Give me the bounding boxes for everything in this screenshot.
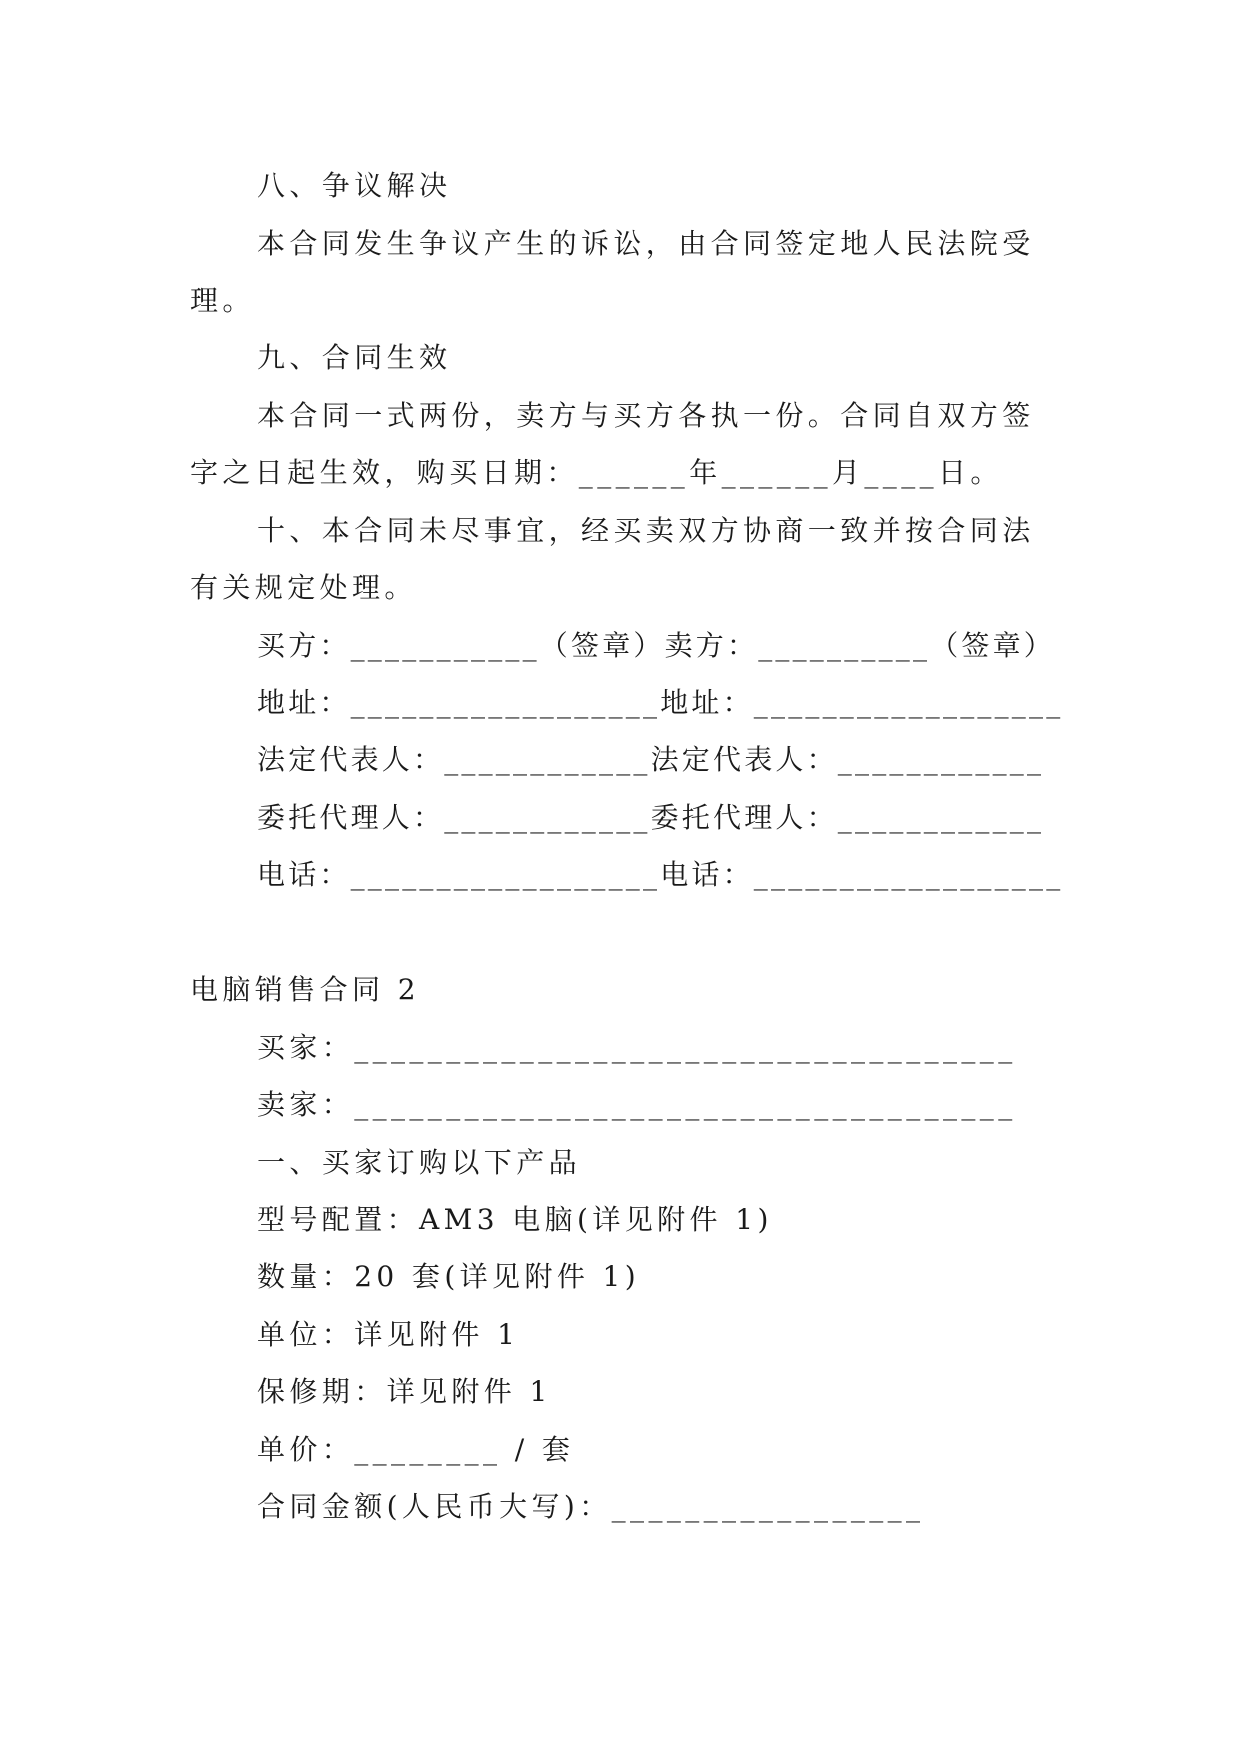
signature-row-legal-rep: 法定代表人：____________法定代表人：____________: [257, 743, 1045, 776]
buyer-line: 买家：____________________________________: [257, 1031, 1017, 1064]
section-9-body-line-1: 本合同一式两份，卖方与买方各执一份。合同自双方签: [257, 399, 1035, 432]
section-9-body-line-2: 字之日起生效，购买日期：______年______月____日。: [190, 456, 1003, 489]
signature-row-agent: 委托代理人：____________委托代理人：____________: [257, 801, 1045, 834]
signature-row-phone: 电话：__________________电话：__________________: [257, 858, 1064, 891]
item-heading: 一、买家订购以下产品: [257, 1146, 582, 1179]
unit-price-line: 单价：________ / 套: [257, 1433, 575, 1466]
quantity-line: 数量：20 套(详见附件 1): [257, 1260, 641, 1293]
warranty-line: 保修期：详见附件 1: [257, 1375, 552, 1408]
section-10-line-1: 十、本合同未尽事宜，经买卖双方协商一致并按合同法: [257, 514, 1035, 547]
section-10-line-2: 有关规定处理。: [190, 571, 417, 604]
signature-row-address: 地址：__________________地址：__________________: [257, 686, 1064, 719]
contract-2-title: 电脑销售合同 2: [190, 973, 420, 1006]
unit-line: 单位：详见附件 1: [257, 1318, 520, 1351]
signature-row-parties: 买方：___________（签章）卖方：__________（签章）: [257, 629, 1056, 662]
model-config-line: 型号配置：AM3 电脑(详见附件 1): [257, 1203, 773, 1236]
section-9-heading: 九、合同生效: [257, 341, 452, 374]
seller-line: 卖家：____________________________________: [257, 1088, 1017, 1121]
contract-amount-line: 合同金额(人民币大写)：_________________: [257, 1490, 925, 1523]
section-8-body-line-1: 本合同发生争议产生的诉讼，由合同签定地人民法院受: [257, 227, 1035, 260]
section-8-body-line-2: 理。: [190, 284, 255, 317]
section-8-heading: 八、争议解决: [257, 169, 452, 202]
